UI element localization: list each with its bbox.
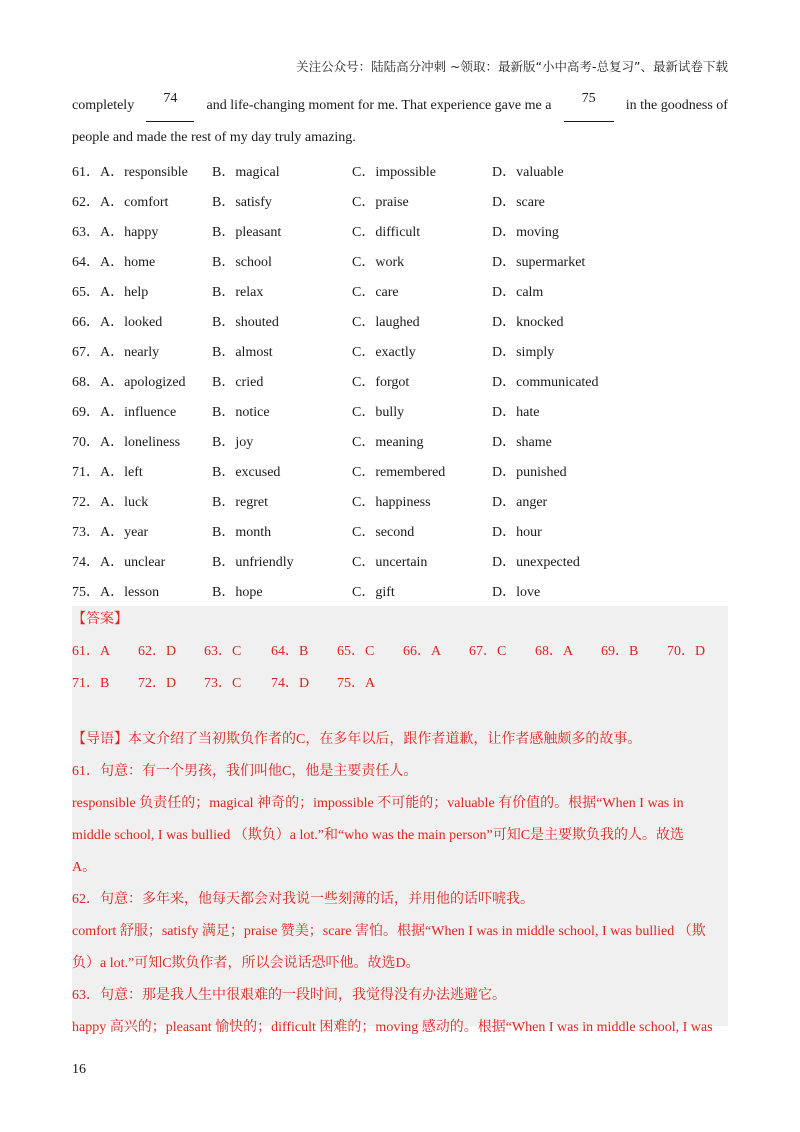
question-row	[72, 456, 728, 486]
option-b: B．shouted	[212, 315, 279, 330]
option-a: A．comfort	[100, 195, 169, 210]
question-number: 67．	[72, 345, 100, 360]
answer-item: 71．B	[72, 676, 110, 691]
question-options	[72, 156, 728, 606]
q63-analysis-1: happy 高兴的；pleasant 愉快的；difficult 困难的；moving 感动的。根据“When I was in middle school, I was	[72, 1020, 713, 1035]
option-b: B．joy	[212, 435, 254, 450]
question-row	[72, 396, 728, 426]
option-b: B．cried	[212, 375, 264, 390]
question-number: 75．	[72, 585, 100, 600]
option-c: C．gift	[352, 585, 395, 600]
option-a: A．year	[100, 525, 149, 540]
option-c: C．meaning	[352, 435, 424, 450]
question-number: 70．	[72, 435, 100, 450]
option-c: C．remembered	[352, 465, 446, 480]
option-c: C．forgot	[352, 375, 410, 390]
answer-item: 72．D	[138, 676, 177, 691]
passage-fragment: completely	[72, 98, 135, 113]
option-a: A．home	[100, 255, 156, 270]
option-d: D．valuable	[492, 165, 564, 180]
option-b: B．notice	[212, 405, 270, 420]
option-a: A．unclear	[100, 555, 166, 570]
option-c: C．second	[352, 525, 415, 540]
option-a: A．looked	[100, 315, 163, 330]
option-b: B．excused	[212, 465, 281, 480]
option-d: D．hate	[492, 405, 540, 420]
answer-item: 65．C	[337, 644, 375, 659]
option-b: B．regret	[212, 495, 268, 510]
explanation-intro: 【导语】本文介绍了当初欺负作者的C，在多年以后，跟作者道歉，让作者感触颇多的故事。	[72, 732, 642, 747]
answer-item: 70．D	[667, 644, 706, 659]
question-number: 69．	[72, 405, 100, 420]
option-a: A．loneliness	[100, 435, 181, 450]
passage-text	[72, 90, 728, 154]
option-d: D．calm	[492, 285, 544, 300]
passage-line-1	[72, 90, 728, 122]
option-d: D．unexpected	[492, 555, 580, 570]
question-number: 65．	[72, 285, 100, 300]
answer-title: 【答案】	[72, 612, 128, 627]
question-row	[72, 516, 728, 546]
answer-item: 63．C	[204, 644, 242, 659]
q61-analysis-3: A。	[72, 860, 97, 875]
q61-meaning: 61．句意：有一个男孩，我们叫他C，他是主要责任人。	[72, 764, 418, 779]
option-d: D．hour	[492, 525, 542, 540]
answer-item: 61．A	[72, 644, 111, 659]
option-c: C．difficult	[352, 225, 421, 240]
option-d: D．communicated	[492, 375, 599, 390]
answer-row-2	[72, 672, 728, 702]
option-a: A．apologized	[100, 375, 186, 390]
option-a: A．left	[100, 465, 143, 480]
option-a: A．responsible	[100, 165, 188, 180]
option-d: D．moving	[492, 225, 559, 240]
passage-line-2: people and made the rest of my day truly amazing.	[72, 130, 356, 145]
question-row	[72, 276, 728, 306]
answer-item: 69．B	[601, 644, 639, 659]
question-number: 73．	[72, 525, 100, 540]
option-b: B．almost	[212, 345, 273, 360]
option-c: C．uncertain	[352, 555, 428, 570]
option-d: D．scare	[492, 195, 545, 210]
blank-75: 75	[564, 90, 614, 122]
option-c: C．praise	[352, 195, 409, 210]
page-number: 16	[72, 1062, 86, 1077]
option-c: C．exactly	[352, 345, 416, 360]
question-row	[72, 186, 728, 216]
question-number: 74．	[72, 555, 100, 570]
option-b: B．month	[212, 525, 272, 540]
option-b: B．hope	[212, 585, 263, 600]
q61-analysis-1: responsible 负责任的；magical 神奇的；impossible 不可能的；valuable 有价值的。根据“When I was in	[72, 796, 684, 811]
option-c: C．work	[352, 255, 405, 270]
q62-analysis-2: 负）a lot.”可知C欺负作者，所以会说话恐吓他。故选D。	[72, 956, 420, 971]
question-row	[72, 576, 728, 606]
option-d: D．shame	[492, 435, 552, 450]
option-d: D．anger	[492, 495, 548, 510]
option-b: B．satisfy	[212, 195, 272, 210]
question-row	[72, 306, 728, 336]
question-row	[72, 246, 728, 276]
option-b: B．pleasant	[212, 225, 282, 240]
question-number: 61．	[72, 165, 100, 180]
answer-item: 62．D	[138, 644, 177, 659]
q61-analysis-2: middle school, I was bullied （欺负）a lot.”和“who was the main person”可知C是主要欺负我的人。故选	[72, 828, 685, 843]
question-number: 66．	[72, 315, 100, 330]
option-c: C．impossible	[352, 165, 437, 180]
option-a: A．influence	[100, 405, 177, 420]
question-row	[72, 216, 728, 246]
answer-item: 64．B	[271, 644, 309, 659]
option-d: D．knocked	[492, 315, 564, 330]
answer-item: 67．C	[469, 644, 507, 659]
question-row	[72, 546, 728, 576]
q62-analysis-1: comfort 舒服；satisfy 满足；praise 赞美；scare 害怕。根据“When I was in middle school, I was bullied （欺	[72, 924, 706, 939]
page-header: 关注公众号：陆陆高分冲刺 ~领取：最新版“小中高考-总复习”、最新试卷下载	[296, 59, 728, 74]
answer-item: 66．A	[403, 644, 442, 659]
q62-meaning: 62．句意：多年来，他每天都会对我说一些刻薄的话，并用他的话吓唬我。	[72, 892, 534, 907]
question-row	[72, 426, 728, 456]
option-d: D．punished	[492, 465, 567, 480]
option-a: A．lesson	[100, 585, 160, 600]
option-c: C．care	[352, 285, 399, 300]
option-a: A．help	[100, 285, 149, 300]
option-a: A．luck	[100, 495, 149, 510]
answer-item: 68．A	[535, 644, 574, 659]
option-a: A．happy	[100, 225, 159, 240]
option-d: D．love	[492, 585, 541, 600]
option-b: B．magical	[212, 165, 280, 180]
answer-row-1	[72, 640, 728, 670]
option-c: C．bully	[352, 405, 405, 420]
option-d: D．simply	[492, 345, 555, 360]
answer-item: 73．C	[204, 676, 242, 691]
question-number: 71．	[72, 465, 100, 480]
option-c: C．laughed	[352, 315, 420, 330]
option-b: B．unfriendly	[212, 555, 294, 570]
q63-meaning: 63．句意：那是我人生中很艰难的一段时间，我觉得没有办法逃避它。	[72, 988, 506, 1003]
answer-item: 75．A	[337, 676, 376, 691]
explanation	[72, 724, 728, 1044]
passage-fragment: and life-changing moment for me. That experience gave me a	[206, 98, 552, 113]
passage-fragment: in the goodness of	[625, 98, 728, 113]
option-d: D．supermarket	[492, 255, 586, 270]
option-b: B．relax	[212, 285, 264, 300]
question-number: 68．	[72, 375, 100, 390]
option-c: C．happiness	[352, 495, 431, 510]
question-number: 63．	[72, 225, 100, 240]
blank-74: 74	[146, 90, 194, 122]
question-number: 62．	[72, 195, 100, 210]
question-row	[72, 156, 728, 186]
question-number: 64．	[72, 255, 100, 270]
option-b: B．school	[212, 255, 272, 270]
option-a: A．nearly	[100, 345, 160, 360]
question-number: 72．	[72, 495, 100, 510]
question-row	[72, 366, 728, 396]
answer-item: 74．D	[271, 676, 310, 691]
question-row	[72, 486, 728, 516]
question-row	[72, 336, 728, 366]
